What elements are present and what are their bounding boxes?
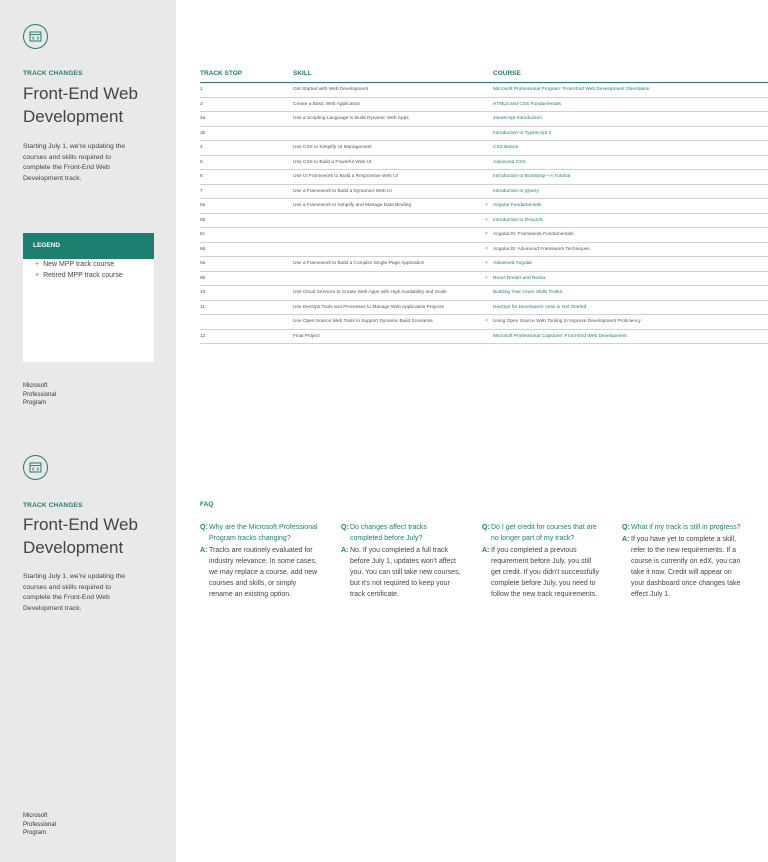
cell-track-stop: 9b	[200, 275, 206, 281]
faq-item	[341, 522, 461, 600]
table-body	[200, 83, 768, 344]
plus-icon: +	[485, 274, 488, 281]
faq-question	[482, 522, 602, 544]
table-row	[200, 330, 768, 345]
header-course: COURSE	[493, 70, 521, 77]
page-title: Front-End Web Development	[23, 84, 138, 126]
cell-skill: Use a Framework to Simplify and Manage Data Binding	[293, 203, 412, 208]
header-track-stop: TRACK STOP	[200, 70, 243, 77]
faq-answer	[622, 534, 742, 600]
question-text: Do changes affect tracks completed before July?	[350, 524, 427, 542]
sidebar	[0, 0, 176, 431]
microsoft-logo	[23, 382, 83, 408]
table-row	[200, 301, 768, 316]
cell-course-link[interactable]: JavaScript Introduction	[493, 116, 542, 121]
cell-track-stop: 12	[200, 333, 206, 339]
track-table	[200, 68, 768, 344]
header-skill: SKILL	[293, 70, 312, 77]
logo-line: Professional	[23, 391, 57, 398]
cell-skill: Get Started with Web Development	[293, 87, 369, 92]
q-prefix: Q:	[482, 524, 490, 531]
cell-course-link[interactable]: Building Your Azure Skills Toolkit	[493, 290, 562, 295]
cell-track-stop: 8d	[200, 246, 206, 252]
cell-skill: Use CSS to Build a Powerful Web UI	[293, 159, 372, 165]
answer-text: If you have yet to complete a skill, refer to the new requirements. If a course is currently on edX, you can take it now. Credit will appear on your dashboard once changes take effect July 1.	[631, 536, 741, 598]
table-row	[200, 156, 768, 171]
logo-line: Professional	[23, 821, 57, 828]
cell-skill: Use a Framework to Build a Dynamics Web UI	[293, 188, 392, 194]
logo-line: Program	[23, 400, 47, 406]
table-row	[200, 98, 768, 113]
cell-skill: Final Project	[293, 333, 320, 339]
cell-skill: Use a Scripting Language to Build Dynamic Web Apps	[293, 116, 409, 121]
cell-track-stop: 1	[200, 87, 203, 92]
cross-icon: ×	[485, 318, 488, 324]
table-row	[200, 199, 768, 214]
cell-course-link[interactable]: CSS Basics	[493, 145, 519, 150]
a-prefix: A:	[622, 536, 630, 543]
microsoft-logo	[23, 812, 83, 838]
logo-line: Program	[23, 830, 47, 836]
code-window-icon	[23, 24, 48, 49]
table-row	[200, 315, 768, 330]
code-window-icon	[23, 455, 48, 480]
intro-text: Starting July 1, we're updating the courses and skills required to complete the Front-End Web Development track.	[23, 573, 126, 612]
table-row	[200, 228, 768, 243]
question-text: What if my track is still in progress?	[631, 524, 741, 531]
cell-track-stop: 4	[200, 145, 203, 150]
plus-icon: +	[485, 202, 488, 208]
cell-course-link[interactable]: Advanced Angular	[493, 261, 532, 266]
cross-icon: ×	[485, 245, 488, 252]
table-row	[200, 170, 768, 185]
cell-course-link[interactable]: React Router and Redux	[493, 275, 546, 281]
cell-course-link[interactable]: Introduction to TypeScript 2	[493, 130, 552, 136]
cell-course-link[interactable]: Introduction to jQuery	[493, 188, 539, 194]
faq-item	[482, 522, 602, 600]
cell-skill: Create a Basic Web Application	[293, 101, 361, 107]
faq-question	[622, 522, 742, 533]
faq-answer	[341, 545, 461, 600]
cell-track-stop: 8b	[200, 217, 206, 223]
faq-item	[200, 522, 320, 600]
cell-track-stop: 3a	[200, 116, 206, 121]
table-row	[200, 243, 768, 258]
legend-new-label: New MPP track course	[43, 261, 115, 268]
page-faq	[0, 431, 768, 862]
cell-track-stop: 6	[200, 174, 203, 179]
table-row	[200, 286, 768, 301]
table-row	[200, 127, 768, 142]
cell-course-link: AngularJS: Advanced Framework Techniques	[493, 246, 590, 252]
page-title: Front-End Web Development	[23, 515, 138, 557]
a-prefix: A:	[482, 547, 490, 554]
cell-track-stop: 7	[200, 188, 203, 194]
cell-track-stop: 10	[200, 290, 206, 295]
cell-course-link[interactable]: Advanced CSS	[493, 159, 526, 165]
cell-skill: Use UI Framework to Build a Responsive Web UI	[293, 174, 398, 179]
cell-track-stop: 8a	[200, 203, 206, 208]
faq-title: FAQ	[200, 501, 214, 508]
cell-course-link[interactable]: Microsoft Professional Capstone: Front-End Web Development	[493, 333, 627, 339]
intro-text: Starting July 1, we're updating the courses and skills required to complete the Front-End Web Development track.	[23, 143, 126, 182]
cell-course-link: Using Open Source Web Tooling to Improve Development Proficiency	[493, 319, 641, 324]
cell-skill: Use CSS to Simplify UI Management	[293, 145, 372, 150]
kicker: TRACK CHANGES	[23, 502, 83, 509]
q-prefix: Q:	[341, 524, 349, 531]
a-prefix: A:	[341, 547, 349, 554]
faq-item	[622, 522, 742, 600]
faq-answer	[482, 545, 602, 600]
kicker: TRACK CHANGES	[23, 70, 83, 77]
plus-icon: +	[485, 216, 488, 223]
cell-course-link[interactable]: Microsoft Professional Program: Front-End Web Development Orientation	[493, 87, 650, 92]
q-prefix: Q:	[622, 524, 630, 531]
legend-item-new	[23, 259, 154, 270]
faq-question	[200, 522, 320, 544]
table-row	[200, 112, 768, 127]
table-row	[200, 214, 768, 229]
logo-line: Microsoft	[23, 383, 48, 389]
question-text: Why are the Microsoft Professional Program tracks changing?	[209, 524, 318, 542]
cell-course-link[interactable]: DevOps for Developers: How to Get Started	[493, 304, 587, 310]
legend	[23, 233, 154, 362]
legend-retired-label: Retired MPP track course	[43, 272, 123, 279]
answer-text: No. If you completed a full track before July 1, updates won't affect you. You can still take new courses, but it's not required to keep your track certificate.	[350, 547, 461, 598]
a-prefix: A:	[200, 547, 208, 554]
answer-text: If you completed a previous requirement before July, you still get credit. If you didn't successfully complete before July, you need to follow the new track requirements.	[491, 547, 599, 598]
cell-course-link[interactable]: Introduction to ReactJS	[493, 217, 543, 223]
plus-icon: +	[485, 260, 488, 266]
q-prefix: Q:	[200, 524, 208, 531]
table-row	[200, 257, 768, 272]
cell-course-link: AngularJS: Framework Fundamentals	[493, 232, 574, 237]
cell-track-stop: 8c	[200, 232, 206, 237]
table-row	[200, 272, 768, 287]
table-header	[200, 68, 768, 83]
table-row	[200, 83, 768, 98]
cross-icon: ×	[485, 231, 488, 237]
sidebar	[0, 431, 176, 862]
table-row	[200, 185, 768, 200]
legend-item-retired	[23, 270, 154, 281]
cell-course-link[interactable]: HTML5 and CSS Fundamentals	[493, 101, 561, 107]
cell-track-stop: 3b	[200, 130, 206, 136]
question-text: Do I get credit for courses that are no longer part of my track?	[491, 524, 597, 542]
legend-title: LEGEND	[23, 233, 154, 259]
plus-icon: +	[35, 261, 40, 268]
cell-track-stop: 11	[200, 304, 205, 310]
cell-track-stop: 2	[200, 101, 203, 107]
cell-track-stop: 5	[200, 159, 203, 165]
faq-question	[341, 522, 461, 544]
cell-track-stop: 9a	[200, 261, 206, 266]
cell-course-link[interactable]: Introduction to Bootstrap—A Tutorial	[493, 174, 571, 179]
faq-answer	[200, 545, 320, 600]
logo-line: Microsoft	[23, 813, 48, 819]
cell-skill: Use a Framework to Build a Complex Single-Page Application	[293, 261, 425, 266]
cell-skill: Use Cloud Services to Create Web Apps with High Availability and Scale	[293, 290, 447, 295]
cell-skill: Use DevOps Tools and Processes to Manage Web Application Projects	[293, 304, 445, 310]
cell-course-link[interactable]: Angular Fundamentals	[493, 203, 542, 208]
table-row	[200, 141, 768, 156]
cross-icon: ×	[35, 272, 40, 279]
cell-skill: Use Open Source Web Tools to Support Dynamic Build Scenarios	[293, 319, 433, 324]
answer-text: Tracks are routinely evaluated for industry relevance. In some cases, we may replace a course, add new courses and skills, or simply rename an existing option.	[209, 547, 318, 598]
